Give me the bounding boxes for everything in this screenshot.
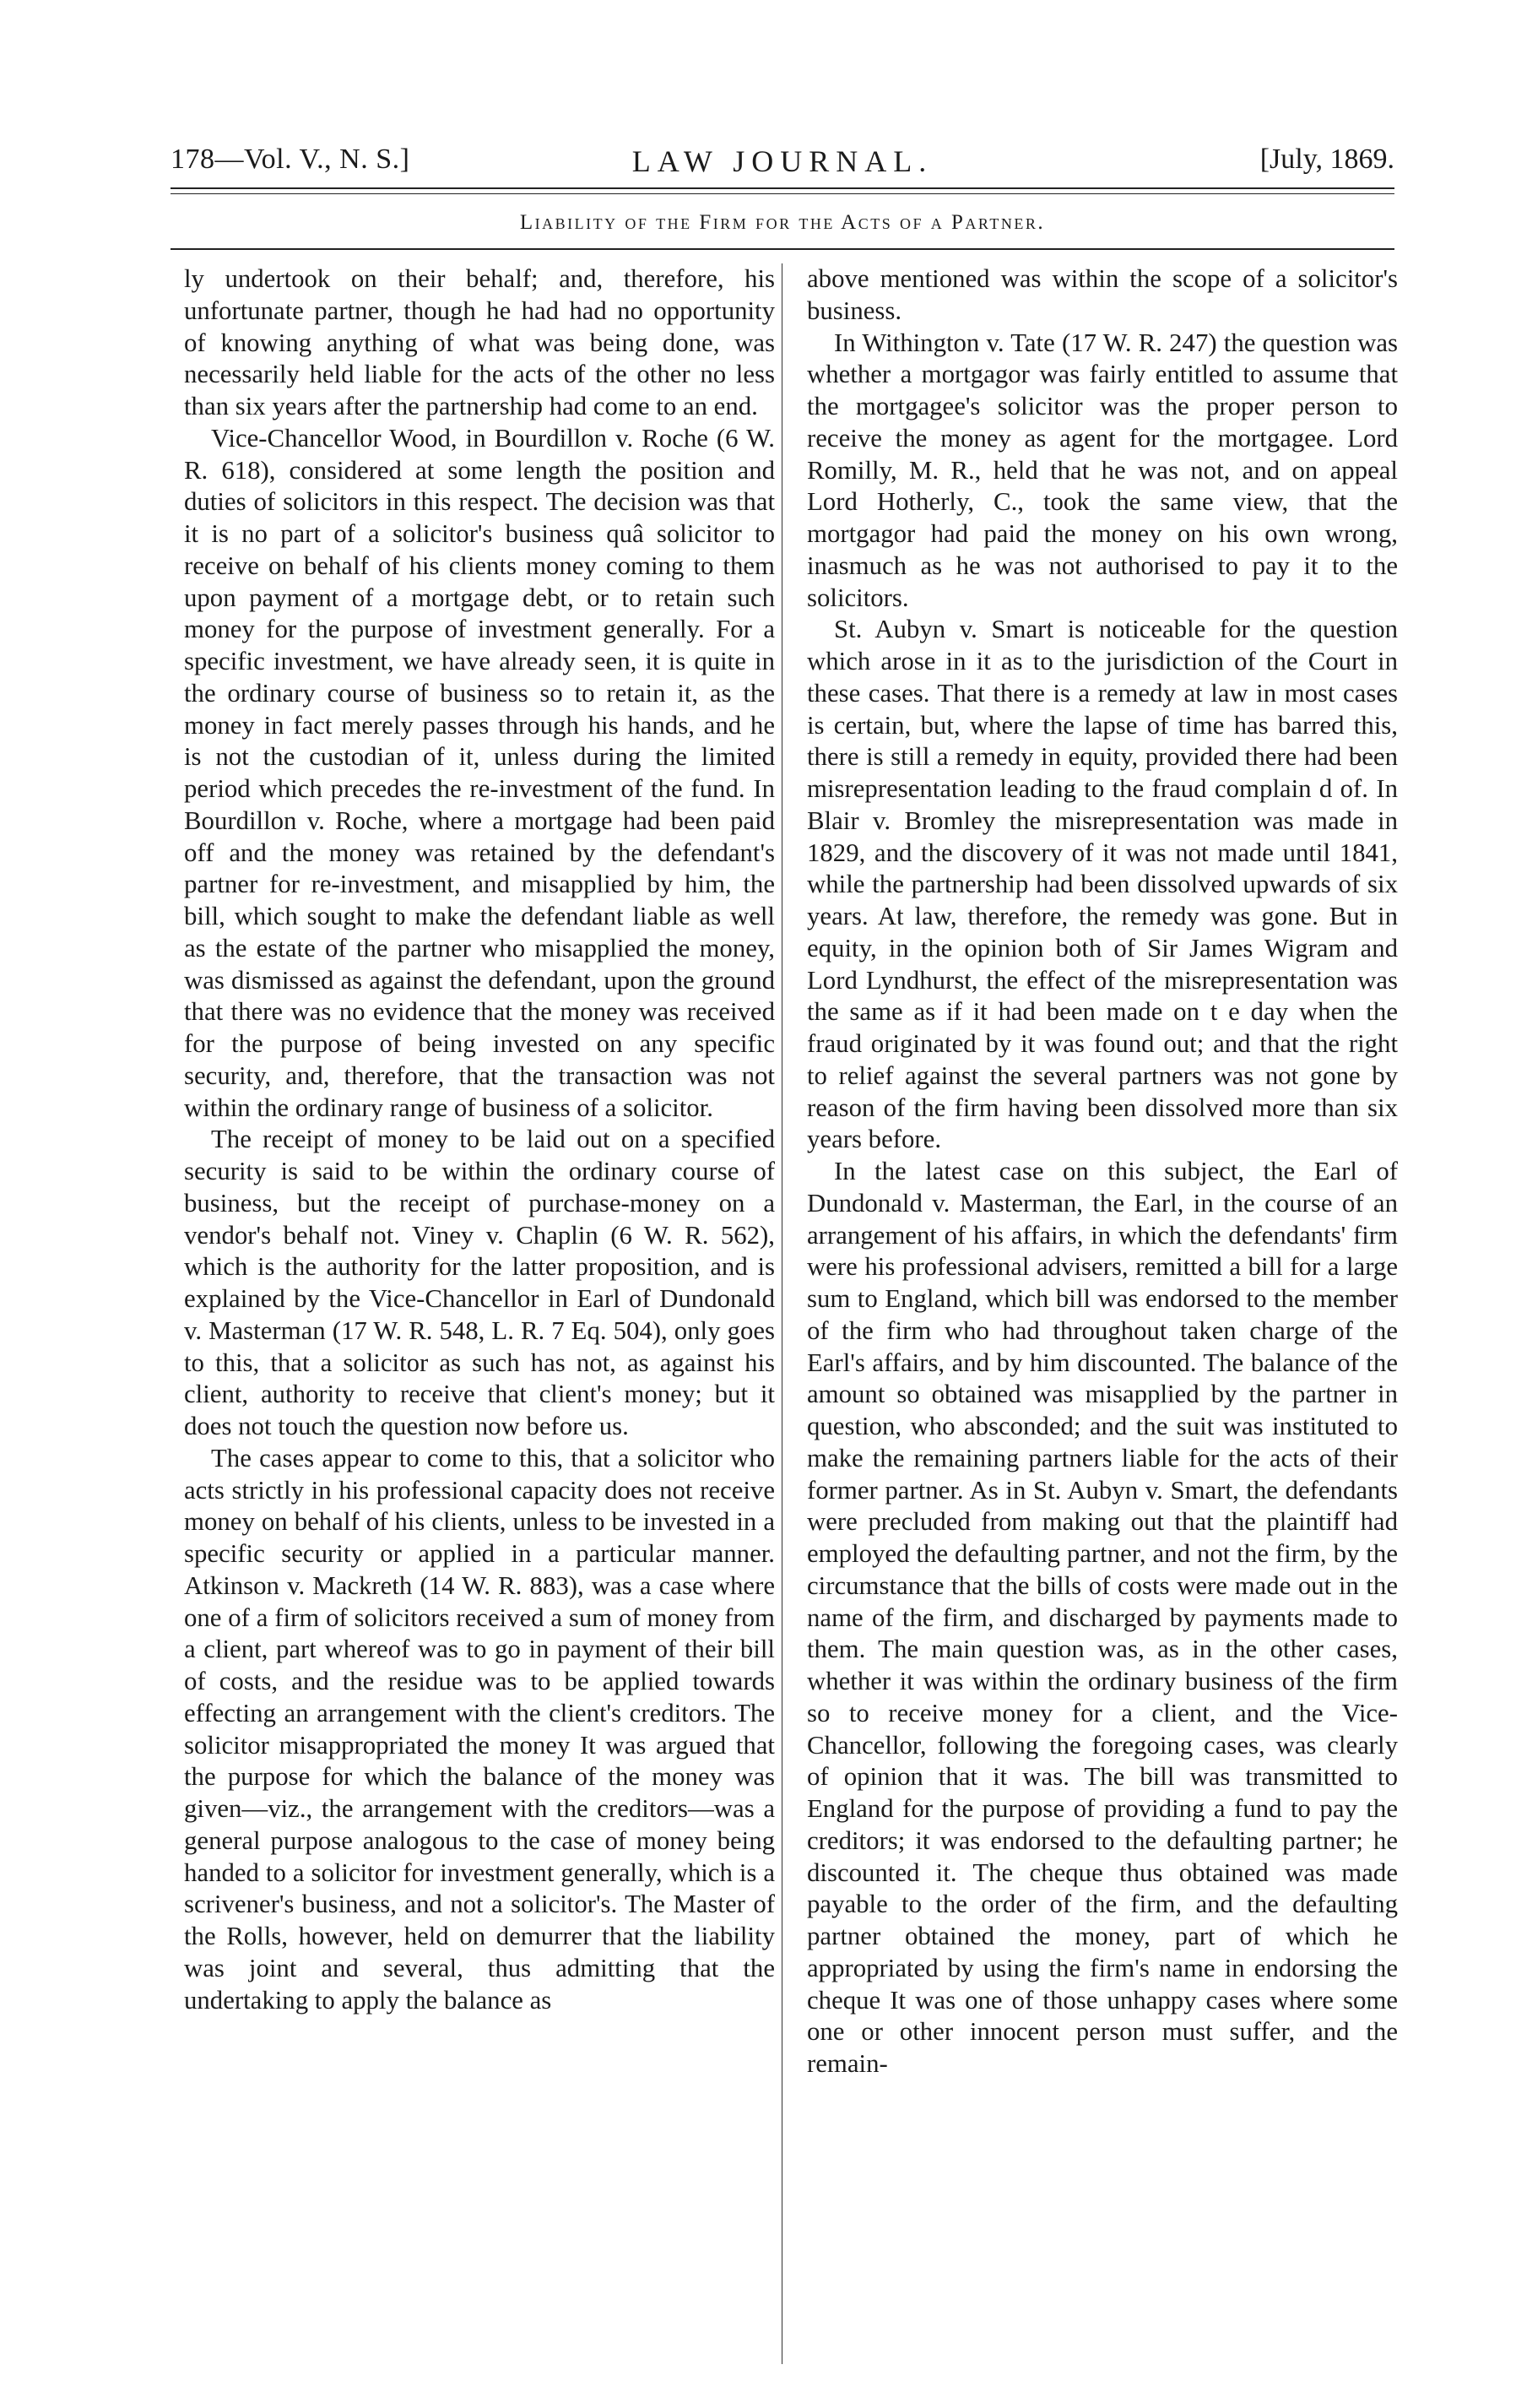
paragraph: above mentioned was within the scope of a solicitor's business. [807, 264, 1398, 325]
header-rule [171, 187, 1394, 189]
right-column [807, 263, 1398, 2080]
header-volume: 178—Vol. V., N. S.] [171, 144, 410, 175]
header-date: [July, 1869. [1259, 144, 1394, 175]
paragraph: St. Aubyn v. Smart is noticeable for the question which arose in it as to the jurisdiction of the Court in these cases. That there is a remedy at law in most cases is certain, but, where the lapse of time has barred this, there is still a remedy in equity, provided there had been misrepresentation leading to the fraud complain d of. In Blair v. Bromley the misrepresentation was made in 1829, and the discovery of it was not made until 1841, while the partnership had been dissolved upwards of six years. At law, therefore, the remedy was gone. But in equity, in the opinion both of Sir James Wigram and Lord Lyndhurst, the effect of the misrepresentation was the same as if it had been made on t e day when the fraud originated by it was found out; and that the right to relief against the several partners was not gone by reason of the firm having been dissolved more than six years before. [807, 615, 1398, 1154]
paragraph: In Withington v. Tate (17 W. R. 247) the question was whether a mortgagor was fairly entitled to assume that the mortgagee's solicitor was the proper person to receive the money as agent for the mortgagee. Lord Romilly, M. R., held that he was not, and on appeal Lord Hotherly, C., took the same view, that the mortgagor had paid the money on his own wrong, inasmuch as he was not authorised to pay it to the solicitors. [807, 328, 1398, 612]
paragraph: ly undertook on their behalf; and, therefore, his unfortunate partner, though he had had no opportunity of knowing anything of what was being done, was necessarily held liable for the acts of the other no less than six years after the partnership had come to an end. [184, 264, 775, 420]
header-journal-title: LAW JOURNAL. [631, 144, 934, 178]
article-title: Liability of the Firm for the Acts of a Partner. [519, 211, 1046, 234]
paragraph: Vice-Chancellor Wood, in Bourdillon v. Roche (6 W. R. 618), considered at some length the position and duties of solicitors in this respect. The decision was that it is no part of a solicitor's business quâ solicitor to receive on behalf of his clients money coming to them upon payment of a mortgage debt, or to retain such money for the purpose of investment generally. For a specific investment, we have already seen, it is quite in the ordinary course of business so to retain it, as the money in fact merely passes through his hands, and he is not the custodian of it, unless during the limited period which precedes the re-investment of the fund. In Bourdillon v. Roche, where a mortgage had been paid off and the money was retained by the defendant's partner for re-investment, and misapplied by him, the bill, which sought to make the defendant liable as well as the estate of the partner who misapplied the money, was dismissed as against the defendant, upon the ground that there was no evidence that the money was received for the purpose of being invested on any specific security, and, therefore, that the transaction was not within the ordinary range of business of a solicitor. [184, 423, 775, 1122]
title-rule [171, 248, 1394, 250]
paragraph: The receipt of money to be laid out on a specified security is said to be within the ordinary course of business, but the receipt of purchase-money on a vendor's behalf not. Viney v. Chaplin (6 W. R. 562), which is the authority for the latter proposition, and is explained by the Vice-Chancellor in Earl of Dundonald v. Masterman (17 W. R. 548, L. R. 7 Eq. 504), only goes to this, that a solicitor as such has not, as against his client, authority to receive that client's money; but it does not touch the question now before us. [184, 1125, 775, 1440]
paragraph: In the latest case on this subject, the Earl of Dundonald v. Masterman, the Earl, in the course of an arrangement of his affairs, in which the defendants' firm were his professional advisers, remitted a bill for a large sum to England, which bill was endorsed to the member of the firm who had throughout taken charge of the Earl's affairs, and by him discounted. The balance of the amount so obtained was misapplied by the partner in question, who absconded; and the suit was instituted to make the remaining partners liable for the acts of their former partner. As in St. Aubyn v. Smart, the defendants were precluded from making out that the plaintiff had employed the defaulting partner, and not the firm, by the circumstance that the bills of costs were made out in the name of the firm, and discharged by payments made to them. The main question was, as in the other cases, whether it was within the ordinary business of the firm so to receive money for a client, and the Vice-Chancellor, following the foregoing cases, was clearly of opinion that it was. The bill was transmitted to England for the purpose of providing a fund to pay the creditors; it was endorsed to the defaulting partner; he discounted it. The cheque thus obtained was made payable to the order of the firm, and the defaulting partner obtained the money, part of which he appropriated by using the firm's name in endorsing the cheque It was one of those unhappy cases where some one or other innocent person must suffer, and the remain- [807, 1157, 1398, 2078]
running-header [171, 144, 1394, 186]
paragraph: The cases appear to come to this, that a solicitor who acts strictly in his professional capacity does not receive money on behalf of his clients, unless to be invested in a specific security or applied in a particular manner. Atkinson v. Mackreth (14 W. R. 883), was a case where one of a firm of solicitors received a sum of money from a client, part whereof was to go in payment of their bill of costs, and the residue was to be applied towards effecting an arrangement with the client's creditors. The solicitor misappropriated the money It was argued that the purpose for which the balance of the money was given—viz., the arrangement with the creditors—was a general purpose analogous to the case of money being handed to a solicitor for investment generally, which is a scrivener's business, and not a solicitor's. The Master of the Rolls, however, held on demurrer that the liability was joint and several, thus admitting that the undertaking to apply the balance as [184, 1443, 775, 2015]
left-column [184, 263, 775, 2016]
header-rule-double [171, 193, 1394, 194]
